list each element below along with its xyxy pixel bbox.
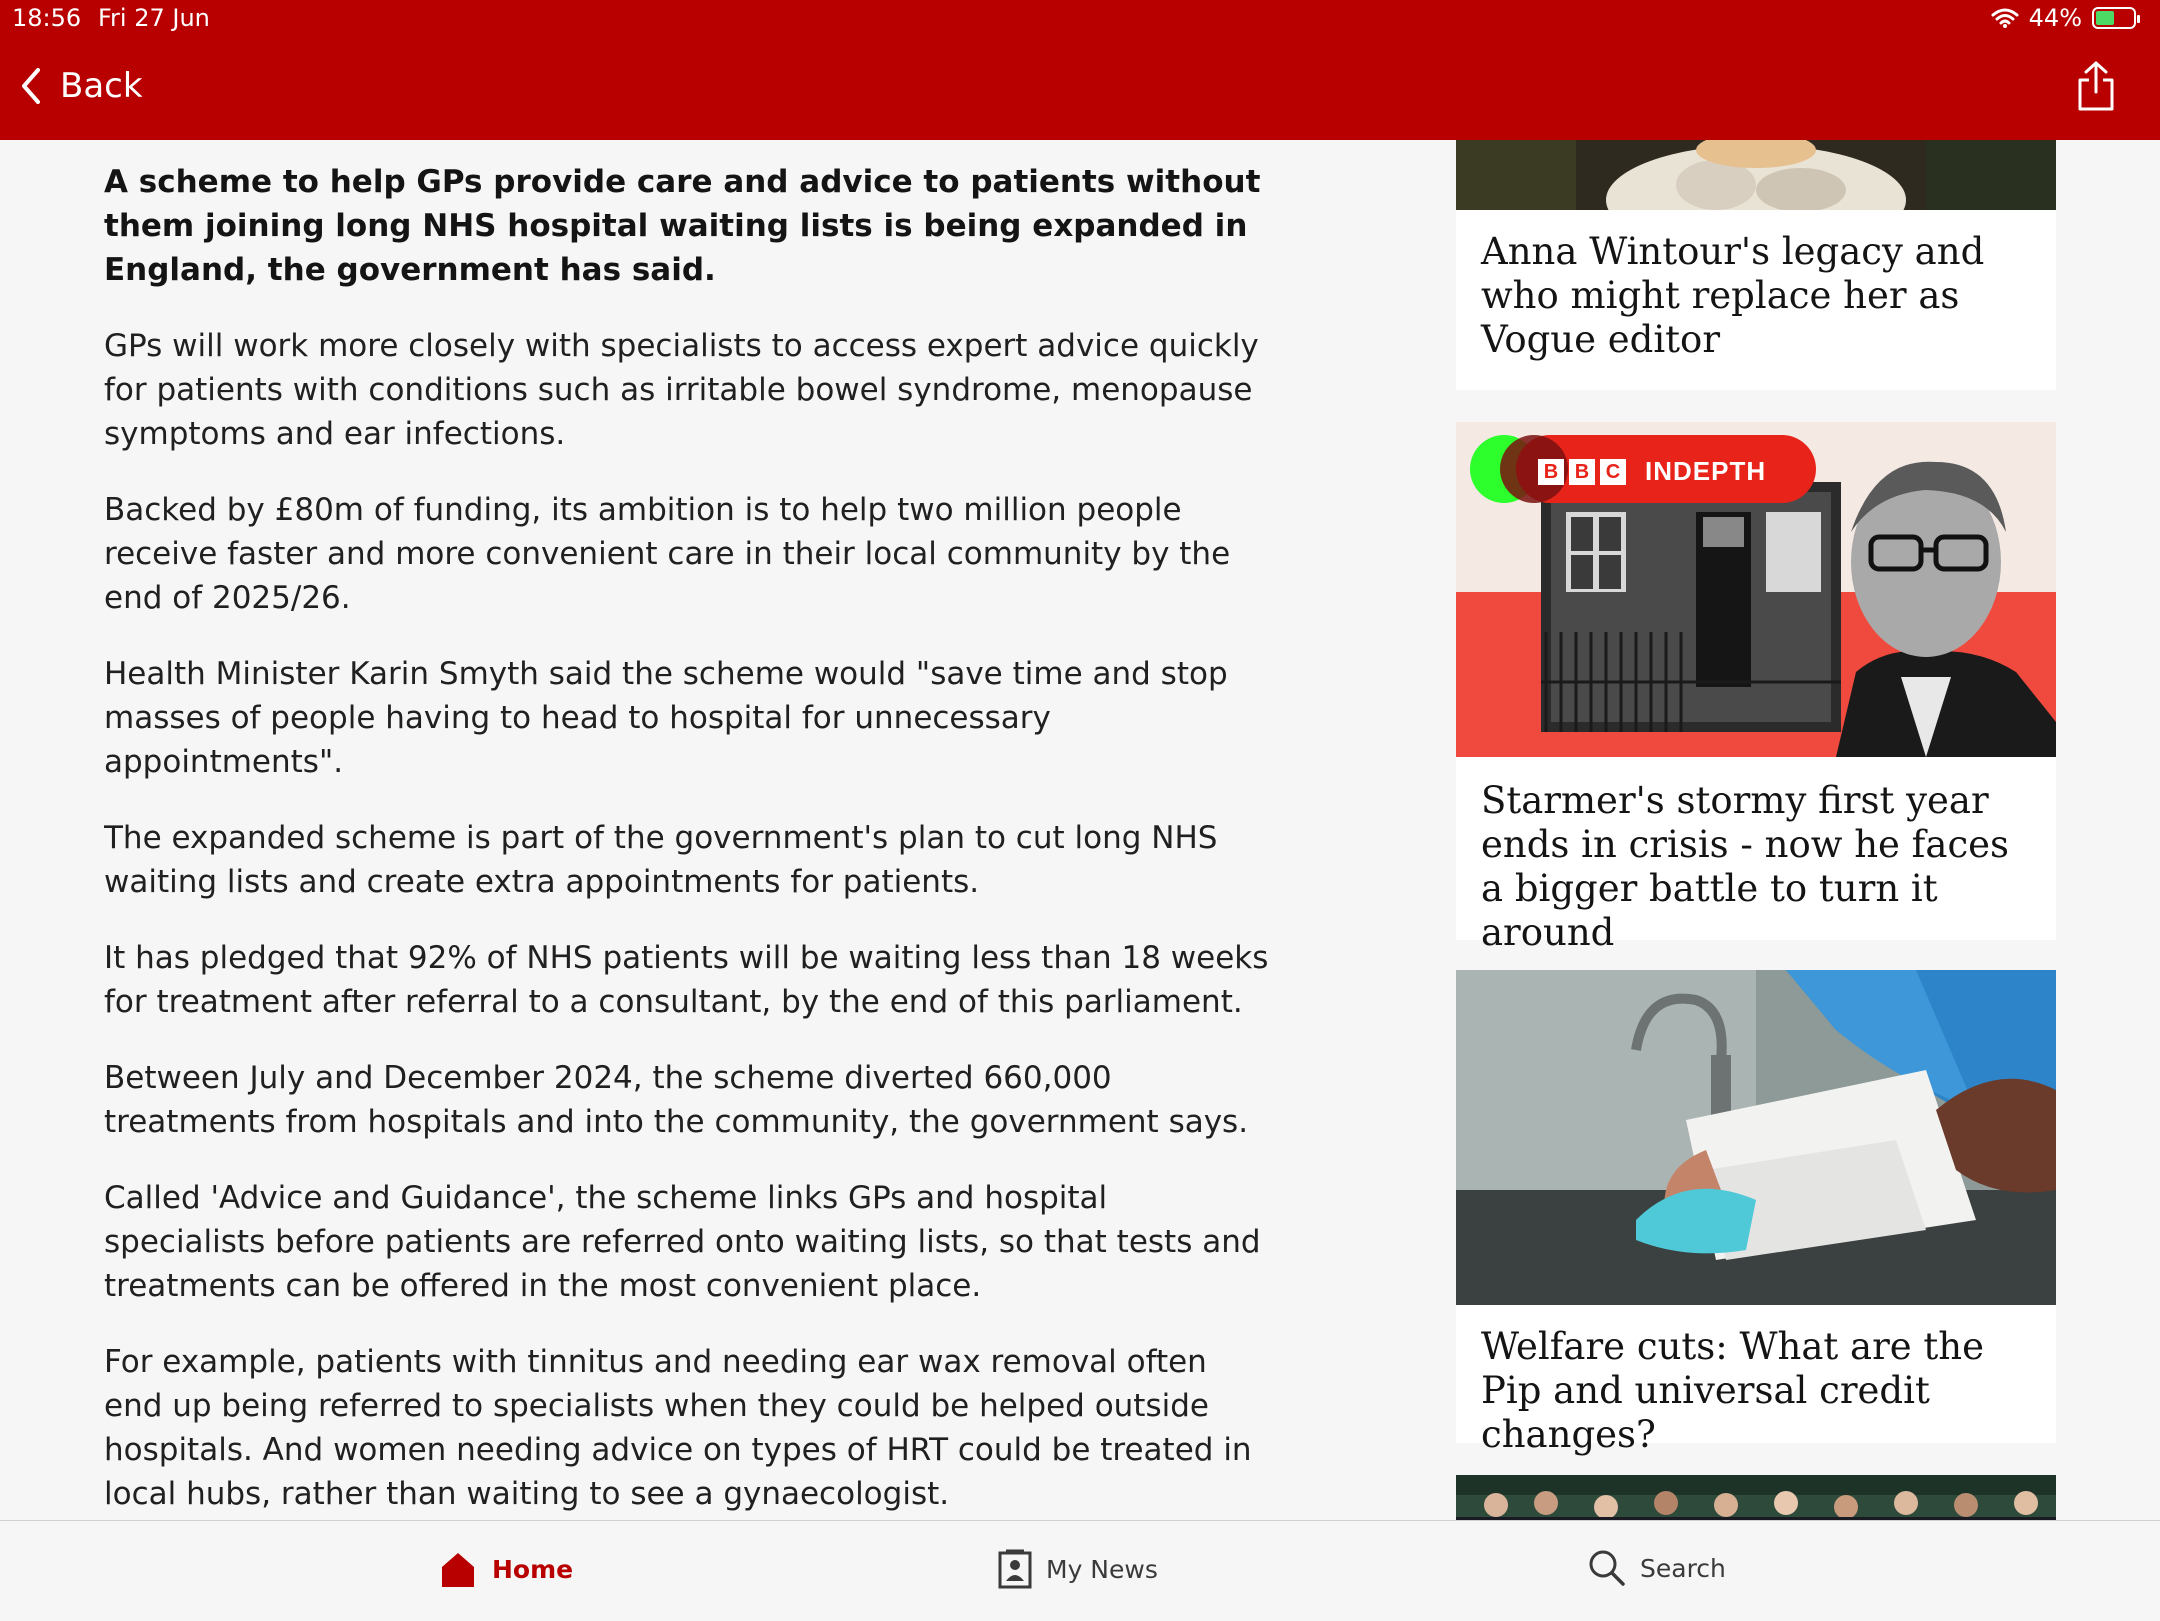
back-button[interactable] (20, 66, 143, 106)
tab-my-news[interactable] (998, 1549, 1158, 1589)
tab-my-news-label: My News (1046, 1554, 1158, 1584)
story-card-partial[interactable] (1456, 1475, 2056, 1520)
home-icon (438, 1549, 478, 1589)
story-card-wintour[interactable] (1456, 140, 2056, 390)
chevron-left-icon (20, 67, 42, 105)
status-time: 18:56 (12, 4, 82, 32)
back-label: Back (60, 66, 143, 106)
story-image (1456, 422, 2056, 757)
my-news-icon (998, 1549, 1032, 1589)
bbc-logo-letter: B (1569, 459, 1595, 485)
battery-percent: 44% (2028, 4, 2082, 32)
status-date: Fri 27 Jun (98, 4, 210, 32)
article-paragraph: It has pledged that 92% of NHS patients will be waiting less than 18 weeks for treatment after referral to a consultant, by the end of this parliament. (104, 940, 1269, 1020)
bbc-logo-letter: B (1538, 459, 1564, 485)
status-indicators (1991, 4, 2136, 32)
bbc-logo-letter: C (1600, 459, 1626, 485)
indepth-label: INDEPTH (1645, 456, 1767, 486)
related-stories (1456, 140, 2056, 1520)
article-paragraph: Called 'Advice and Guidance', the scheme links GPs and hospital specialists before patients are referred onto waiting lists, so that tests and treatments can be offered in the most convenient place. (104, 1180, 1261, 1304)
article-lead: A scheme to help GPs provide care and advice to patients without them joining long NHS hospital waiting lists is being expanded in England, the government has said. (104, 164, 1261, 288)
story-card-welfare[interactable] (1456, 970, 2056, 1456)
story-image (1456, 140, 2056, 210)
article-paragraph: GPs will work more closely with specialists to access expert advice quickly for patients with conditions such as irritable bowel syndrome, menopause symptoms and ear infections. (104, 328, 1259, 452)
article-paragraph: Health Minister Karin Smyth said the scheme would "save time and stop masses of people having to head to hospital for unnecessary appointments". (104, 656, 1228, 780)
article-paragraph: Backed by £80m of funding, its ambition is to help two million people receive faster and more convenient care in their local community by the end of 2025/26. (104, 492, 1231, 616)
story-image (1456, 1475, 2056, 1520)
app-header (0, 0, 2160, 140)
share-button[interactable] (2076, 60, 2116, 116)
search-icon (1588, 1549, 1626, 1587)
tab-search-label: Search (1640, 1553, 1726, 1583)
story-image (1456, 970, 2056, 1305)
story-title: Starmer's stormy first year ends in crisis - now he faces a bigger battle to turn it around (1481, 779, 2010, 954)
tab-search[interactable] (1588, 1549, 1726, 1587)
bottom-tab-bar (0, 1520, 2160, 1621)
story-title: Welfare cuts: What are the Pip and universal credit changes? (1481, 1325, 1985, 1456)
wifi-icon (1991, 7, 2019, 29)
tab-home-label: Home (492, 1554, 574, 1584)
story-card-starmer[interactable] (1456, 422, 2056, 954)
share-icon (2076, 60, 2116, 112)
article-paragraph: Between July and December 2024, the scheme diverted 660,000 treatments from hospitals and into the community, the government says. (104, 1060, 1249, 1140)
article-paragraph: The expanded scheme is part of the government's plan to cut long NHS waiting lists and create extra appointments for patients. (104, 820, 1218, 900)
article-body (104, 160, 1274, 1512)
tab-home[interactable] (438, 1549, 573, 1589)
bbc-indepth-badge (1538, 456, 1766, 487)
story-title: Anna Wintour's legacy and who might replace her as Vogue editor (1481, 230, 1985, 361)
article-paragraph: For example, patients with tinnitus and needing ear wax removal often end up being referred to specialists when they could be helped outside hospitals. And women needing advice on types of HRT could be treated in local hubs, rather than waiting to see a gynaecologist. (104, 1344, 1252, 1512)
battery-icon (2092, 7, 2136, 29)
